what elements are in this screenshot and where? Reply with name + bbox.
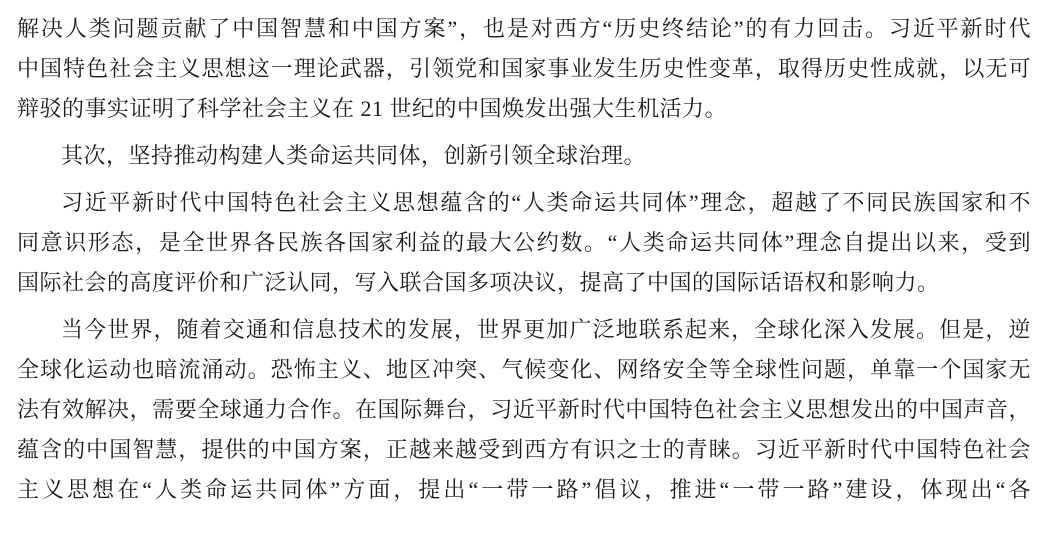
text-line: 中国特色社会主义思想这一理论武器，引领党和国家事业发生历史性变革，取得历史性成就，以无可: [17, 56, 1031, 81]
text-line: 当今世界，随着交通和信息技术的发展，世界更加广泛地联系起来，全球化深入发展。但是，逆: [61, 317, 1031, 342]
text-line: 法有效解决，需要全球通力合作。在国际舞台，习近平新时代中国特色社会主义思想发出的中国声音，: [17, 397, 1031, 422]
paragraph: [17, 9, 1031, 129]
text-line: 辩驳的事实证明了科学社会主义在 21 世纪的中国焕发出强大生机活力。: [17, 96, 728, 121]
document-body: [17, 9, 1031, 510]
text-line: 同意识形态，是全世界各民族各国家利益的最大公约数。“人类命运共同体”理念自提出以来，受到: [17, 230, 1031, 255]
text-line: 蕴含的中国智慧，提供的中国方案，正越来越受到西方有识之士的青睐。习近平新时代中国特色社会: [17, 437, 1031, 462]
paragraph: [17, 183, 1031, 303]
paragraph: [17, 136, 1031, 176]
text-line: 解决人类问题贡献了中国智慧和中国方案”，也是对西方“历史终结论”的有力回击。习近平新时代: [17, 16, 1031, 41]
text-line: 主义思想在“人类命运共同体”方面，提出“一带一路”倡议，推进“一带一路”建设，体现出“各: [17, 477, 1031, 502]
text-line: 其次，坚持推动构建人类命运共同体，创新引领全球治理。: [61, 143, 647, 168]
text-line: 国际社会的高度评价和广泛认同，写入联合国多项决议，提高了中国的国际话语权和影响力。: [17, 270, 940, 295]
text-line: 习近平新时代中国特色社会主义思想蕴含的“人类命运共同体”理念，超越了不同民族国家和不: [61, 190, 1031, 215]
text-line: 全球化运动也暗流涌动。恐怖主义、地区冲突、气候变化、网络安全等全球性问题，单靠一个国家无: [17, 357, 1031, 382]
paragraph: [17, 310, 1031, 510]
